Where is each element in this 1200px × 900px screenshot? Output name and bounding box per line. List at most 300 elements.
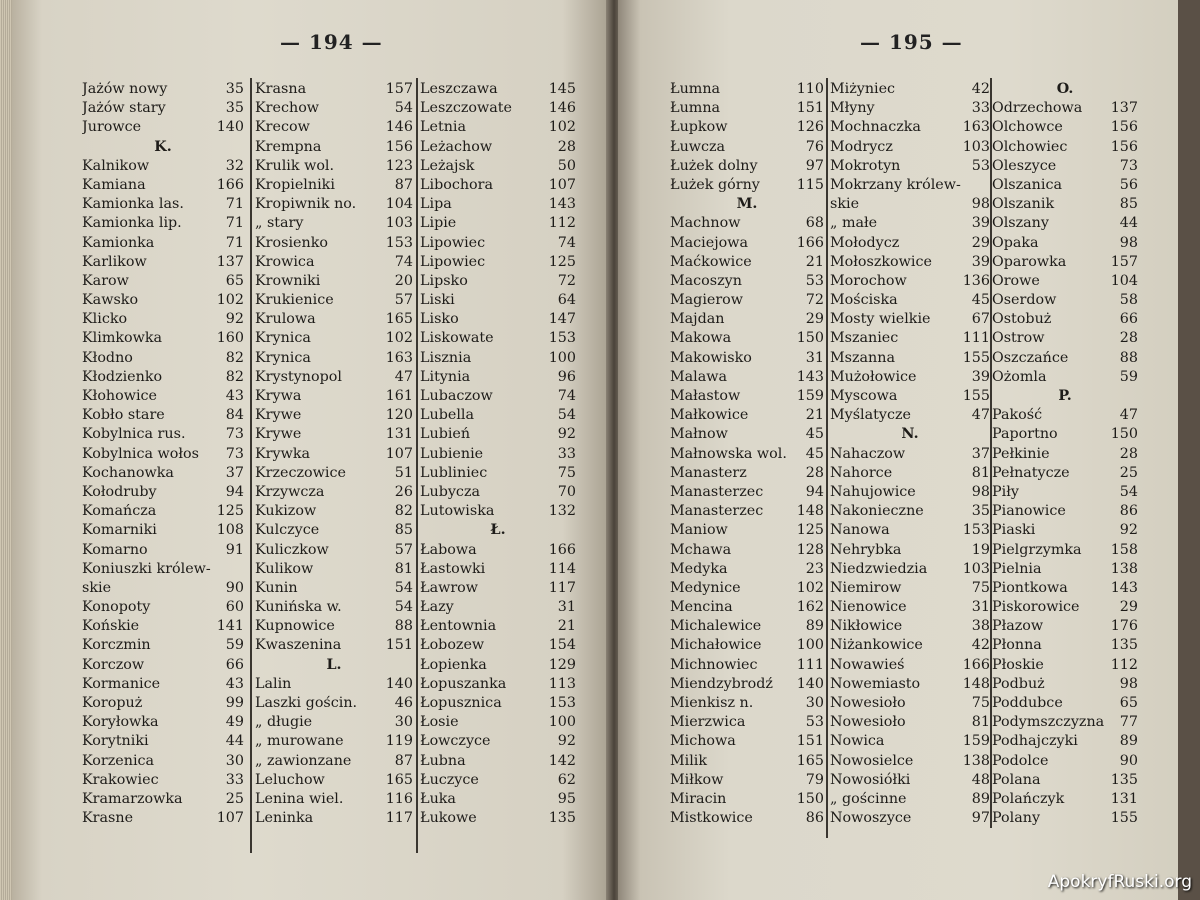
place-name: Kunin	[255, 579, 298, 596]
place-name: Podbuż	[992, 675, 1045, 692]
page-reference: 82	[225, 349, 244, 366]
page-reference: 92	[1119, 522, 1138, 539]
index-entry	[992, 425, 1138, 444]
place-name: Lenina wiel.	[255, 790, 344, 807]
index-entry	[830, 732, 990, 751]
place-name: Michnowiec	[670, 656, 758, 673]
place-name: Krechow	[255, 100, 320, 117]
index-entry	[82, 483, 244, 502]
page-reference: 166	[216, 176, 244, 193]
place-name: „ małe	[830, 215, 878, 232]
place-name: Nehrybka	[830, 541, 902, 558]
index-entry	[830, 598, 990, 617]
page-reference: 37	[225, 464, 244, 481]
page-reference: 103	[385, 215, 413, 232]
place-name: Orowe	[992, 272, 1040, 289]
place-name: Polańczyk	[992, 790, 1065, 807]
index-entry	[830, 675, 990, 694]
place-name: Krulik wol.	[255, 157, 335, 174]
index-entry	[670, 329, 824, 348]
page-reference: 151	[385, 637, 413, 654]
index-entry	[82, 349, 244, 368]
page-reference: 98	[971, 483, 990, 500]
place-name: Komańcza	[82, 503, 157, 520]
page-reference: 68	[805, 215, 824, 232]
index-entry	[420, 790, 576, 809]
index-entry	[420, 502, 576, 521]
page-reference: 155	[962, 388, 990, 404]
page-reference: 165	[385, 311, 413, 328]
page-reference: 53	[805, 272, 824, 289]
place-name: M.	[736, 196, 758, 213]
place-name: Miendzybrodź	[670, 675, 773, 692]
place-name: Nakonieczne	[830, 503, 924, 520]
index-entry	[82, 214, 244, 233]
index-entry	[830, 636, 990, 655]
place-name: Nowosielce	[830, 752, 914, 769]
index-entry	[670, 80, 824, 99]
place-name: Michałowice	[670, 637, 762, 654]
index-entry	[255, 809, 413, 828]
index-entry	[255, 234, 413, 253]
place-name: Michowa	[670, 733, 736, 750]
place-name: Mszanna	[830, 349, 895, 366]
page-reference: 30	[805, 695, 824, 711]
index-entry	[670, 118, 824, 137]
place-name: Lubella	[420, 407, 474, 424]
page-reference: 146	[548, 100, 576, 117]
letter-heading	[420, 521, 576, 540]
page-reference: 85	[394, 522, 413, 539]
place-name: Pakość	[992, 407, 1043, 424]
index-entry	[670, 176, 824, 195]
page-reference: 54	[394, 579, 413, 596]
place-name: Łuka	[420, 790, 456, 807]
page-reference: 29	[805, 311, 824, 328]
place-name: Leżajsk	[420, 157, 475, 174]
index-entry	[992, 349, 1138, 368]
page-reference: 97	[971, 810, 990, 827]
page-reference: 75	[557, 464, 576, 481]
page-reference: 145	[548, 81, 576, 97]
place-name: Oserdow	[992, 292, 1057, 309]
page-reference: 150	[796, 330, 824, 347]
page-reference: 104	[385, 196, 413, 213]
index-entry	[992, 790, 1138, 809]
page-reference: 58	[1119, 292, 1138, 309]
place-name: Olszany	[992, 215, 1049, 232]
place-name: Kuliczkow	[255, 541, 329, 558]
index-entry	[992, 732, 1138, 751]
place-name: Kochanowka	[82, 464, 174, 481]
place-name: Olchowiec	[992, 138, 1068, 155]
index-entry	[670, 368, 824, 387]
index-entry	[992, 99, 1138, 118]
index-entry	[420, 579, 576, 598]
page-reference: 81	[394, 560, 413, 577]
page-reference: 21	[557, 618, 576, 635]
page-reference: 43	[225, 675, 244, 692]
index-entry	[82, 80, 244, 99]
page-reference: 74	[394, 253, 413, 270]
page-reference: 88	[1119, 349, 1138, 366]
place-name: Ostobuż	[992, 311, 1052, 328]
place-name: Macoszyn	[670, 272, 742, 289]
place-name: Paportno	[992, 426, 1058, 443]
place-name: Łosie	[420, 714, 459, 731]
place-name: Krukienice	[255, 292, 334, 309]
index-entry	[420, 560, 576, 579]
page-reference: 156	[1110, 138, 1138, 155]
place-name: Leszczowate	[420, 100, 512, 117]
page-reference: 151	[796, 100, 824, 117]
page-reference: 73	[1119, 157, 1138, 174]
page-reference: 140	[385, 675, 413, 692]
place-name: Małnow	[670, 426, 728, 443]
place-name: Krywe	[255, 407, 302, 424]
index-entry	[670, 425, 824, 444]
place-name: Łastowki	[420, 560, 486, 577]
place-name: Lutowiska	[420, 503, 495, 520]
index-entry	[420, 541, 576, 560]
place-name: „ długie	[255, 714, 313, 731]
index-entry	[82, 157, 244, 176]
index-entry	[255, 694, 413, 713]
place-name: Kobylnica rus.	[82, 426, 186, 443]
index-entry	[420, 387, 576, 406]
index-entry	[670, 521, 824, 540]
index-entry	[992, 195, 1138, 214]
index-entry	[255, 752, 413, 771]
index-entry	[82, 771, 244, 790]
page-reference: 74	[557, 234, 576, 251]
index-entry	[255, 195, 413, 214]
index-entry	[670, 349, 824, 368]
place-name: Łukowe	[420, 810, 477, 827]
index-entry	[420, 675, 576, 694]
page-reference: 45	[805, 426, 824, 443]
place-name: Miżyniec	[830, 81, 896, 97]
place-name: Manasterz	[670, 464, 747, 481]
place-name: Lipowiec	[420, 253, 486, 270]
index-entry	[255, 99, 413, 118]
place-name: Niżankowice	[830, 637, 923, 654]
place-name: Kamionka lip.	[82, 215, 182, 232]
place-name: Krzywcza	[255, 483, 325, 500]
place-name: Pełkinie	[992, 445, 1050, 462]
index-entry	[255, 732, 413, 751]
page-reference: 59	[225, 637, 244, 654]
page-reference: 103	[962, 560, 990, 577]
index-entry	[670, 214, 824, 233]
place-name: Nowosiółki	[830, 771, 911, 788]
place-name: Lisko	[420, 311, 459, 328]
index-entry	[420, 329, 576, 348]
page-reference: 99	[225, 695, 244, 711]
place-name: Kukizow	[255, 503, 317, 520]
page-reference: 54	[394, 100, 413, 117]
index-entry	[255, 253, 413, 272]
page-reference: 46	[394, 695, 413, 711]
index-entry	[670, 771, 824, 790]
page-reference: 155	[962, 349, 990, 366]
index-entry	[830, 771, 990, 790]
place-name: Nowica	[830, 733, 885, 750]
index-entry	[992, 656, 1138, 675]
index-entry	[420, 234, 576, 253]
index-entry	[420, 253, 576, 272]
page-reference: 155	[1110, 810, 1138, 827]
place-name: Makowa	[670, 330, 732, 347]
index-entry	[82, 790, 244, 809]
index-entry	[670, 541, 824, 560]
index-entry	[830, 656, 990, 675]
index-entry	[82, 368, 244, 387]
page-reference: 98	[971, 196, 990, 213]
index-entry	[82, 195, 244, 214]
page-reference: 62	[557, 771, 576, 788]
index-entry	[670, 502, 824, 521]
page-reference: 94	[805, 483, 824, 500]
index-entry	[255, 157, 413, 176]
page-reference: 123	[385, 157, 413, 174]
place-name: Krywa	[255, 388, 302, 404]
page-reference: 137	[216, 253, 244, 270]
place-name: Krynica	[255, 349, 311, 366]
index-entry	[830, 349, 990, 368]
index-entry	[992, 502, 1138, 521]
place-name: Manasterzec	[670, 503, 764, 520]
page-reference: 71	[225, 215, 244, 232]
column-rule	[250, 78, 252, 853]
place-name: Kupnowice	[255, 618, 335, 635]
page-reference: 35	[225, 100, 244, 117]
page-reference: 39	[971, 368, 990, 385]
place-name: Łużek dolny	[670, 157, 758, 174]
page-reference: 87	[394, 176, 413, 193]
place-name: Krowniki	[255, 272, 321, 289]
page-reference: 107	[216, 810, 244, 827]
place-name: skie	[82, 579, 112, 596]
index-entry	[830, 541, 990, 560]
index-entry	[82, 579, 244, 598]
page-reference: 112	[548, 215, 576, 232]
index-entry	[830, 195, 990, 214]
page-reference: 159	[796, 388, 824, 404]
index-entry	[830, 406, 990, 425]
place-name: Mochnaczka	[830, 119, 921, 136]
page-reference: 39	[971, 215, 990, 232]
place-name: Nowawieś	[830, 656, 905, 673]
place-name: Kramarzowka	[82, 790, 183, 807]
page-reference: 28	[805, 464, 824, 481]
page-reference: 103	[962, 138, 990, 155]
place-name: Kawsko	[82, 292, 139, 309]
index-entry	[992, 445, 1138, 464]
index-entry	[992, 541, 1138, 560]
index-column	[255, 80, 413, 828]
page-reference: 29	[1119, 599, 1138, 616]
page-reference: 33	[557, 445, 576, 462]
place-name: Lubienie	[420, 445, 484, 462]
place-name: Liski	[420, 292, 455, 309]
page-reference: 92	[557, 426, 576, 443]
place-name: Michalewice	[670, 618, 762, 635]
place-name: Lubycza	[420, 483, 480, 500]
index-entry	[670, 636, 824, 655]
index-entry	[420, 617, 576, 636]
index-entry	[992, 310, 1138, 329]
page-reference: 86	[805, 810, 824, 827]
page-reference: 112	[1110, 656, 1138, 673]
page-reference: 86	[1119, 503, 1138, 520]
place-name: Leninka	[255, 810, 314, 827]
index-entry	[830, 368, 990, 387]
page-reference: 26	[394, 483, 413, 500]
page-reference: 117	[548, 579, 576, 596]
page-reference: 135	[1110, 771, 1138, 788]
index-entry	[82, 502, 244, 521]
place-name: Maćkowice	[670, 253, 752, 270]
page-reference: 33	[225, 771, 244, 788]
place-name: Lipie	[420, 215, 457, 232]
page-reference: 85	[1119, 196, 1138, 213]
place-name: Letnia	[420, 119, 467, 136]
index-entry	[255, 387, 413, 406]
page-reference: 73	[225, 426, 244, 443]
page-reference: 32	[225, 157, 244, 174]
page-reference: 136	[962, 272, 990, 289]
index-entry	[420, 138, 576, 157]
index-entry	[992, 636, 1138, 655]
place-name: Oleszyce	[992, 157, 1057, 174]
place-name: Łumna	[670, 100, 721, 117]
index-entry	[420, 425, 576, 444]
place-name: Korzenica	[82, 752, 155, 769]
index-entry	[420, 445, 576, 464]
place-name: Lubliniec	[420, 464, 488, 481]
index-entry	[830, 752, 990, 771]
index-entry	[830, 234, 990, 253]
index-entry	[992, 406, 1138, 425]
index-entry	[420, 272, 576, 291]
place-name: Krosienko	[255, 234, 328, 251]
index-entry	[992, 464, 1138, 483]
index-entry	[670, 157, 824, 176]
page-reference: 108	[216, 522, 244, 539]
page-reference: 25	[225, 790, 244, 807]
place-name: Nikłowice	[830, 618, 903, 635]
index-entry	[992, 138, 1138, 157]
page-reference: 57	[394, 541, 413, 558]
page-reference: 53	[971, 157, 990, 174]
place-name: Kamionka las.	[82, 196, 184, 213]
index-entry	[420, 349, 576, 368]
index-entry	[255, 118, 413, 137]
page-reference: 96	[557, 368, 576, 385]
page-reference: 148	[796, 503, 824, 520]
index-entry	[82, 598, 244, 617]
page-reference: 71	[225, 196, 244, 213]
page-reference: 72	[805, 292, 824, 309]
place-name: Modrycz	[830, 138, 893, 155]
page-reference: 31	[971, 599, 990, 616]
place-name: Myscowa	[830, 388, 898, 404]
page-reference: 165	[385, 771, 413, 788]
place-name: Nanowa	[830, 522, 890, 539]
index-column	[992, 80, 1138, 828]
index-entry	[670, 272, 824, 291]
page-reference: 162	[796, 599, 824, 616]
index-entry	[255, 214, 413, 233]
place-name: „ stary	[255, 215, 304, 232]
page-reference: 92	[557, 733, 576, 750]
place-name: Kobło stare	[82, 407, 165, 424]
index-column	[670, 80, 824, 828]
index-entry	[992, 694, 1138, 713]
page-reference: 33	[971, 100, 990, 117]
letter-heading	[255, 656, 413, 675]
place-name: Leszczawa	[420, 81, 498, 97]
page-reference: 43	[225, 388, 244, 404]
place-name: Koniuszki królew-	[82, 560, 211, 577]
page-reference: 89	[1119, 733, 1138, 750]
place-name: Krecow	[255, 119, 310, 136]
page-reference: 110	[796, 81, 824, 97]
page-reference	[242, 560, 244, 579]
index-entry	[82, 713, 244, 732]
page-reference: 20	[394, 272, 413, 289]
index-entry	[420, 598, 576, 617]
page-reference: 35	[225, 81, 244, 97]
index-entry	[82, 234, 244, 253]
index-entry	[255, 464, 413, 483]
page-reference: 132	[548, 503, 576, 520]
index-entry	[830, 387, 990, 406]
place-name: Klicko	[82, 311, 128, 328]
index-entry	[670, 617, 824, 636]
index-entry	[82, 99, 244, 118]
index-entry	[830, 502, 990, 521]
index-entry	[830, 291, 990, 310]
index-entry	[255, 713, 413, 732]
place-name: Machnow	[670, 215, 741, 232]
place-name: Mużołowice	[830, 368, 917, 385]
place-name: Lipowiec	[420, 234, 486, 251]
index-entry	[255, 560, 413, 579]
place-name: Małastow	[670, 388, 741, 404]
page-reference: 102	[216, 292, 244, 309]
place-name: Ł.	[490, 522, 506, 539]
index-entry	[670, 138, 824, 157]
page-reference: 44	[225, 733, 244, 750]
page-reference: 74	[557, 388, 576, 404]
index-entry	[670, 713, 824, 732]
place-name: Młyny	[830, 100, 875, 117]
page-reference: 143	[796, 368, 824, 385]
page-reference: 154	[548, 637, 576, 654]
index-entry	[670, 579, 824, 598]
page-reference: 47	[394, 368, 413, 385]
index-entry	[992, 560, 1138, 579]
page-reference: 95	[557, 790, 576, 807]
index-entry	[82, 445, 244, 464]
place-name: Mołoszkowice	[830, 253, 932, 270]
place-name: Krzeczowice	[255, 464, 346, 481]
letter-heading	[830, 425, 990, 444]
place-name: Olszanik	[992, 196, 1055, 213]
page-reference: 42	[971, 637, 990, 654]
